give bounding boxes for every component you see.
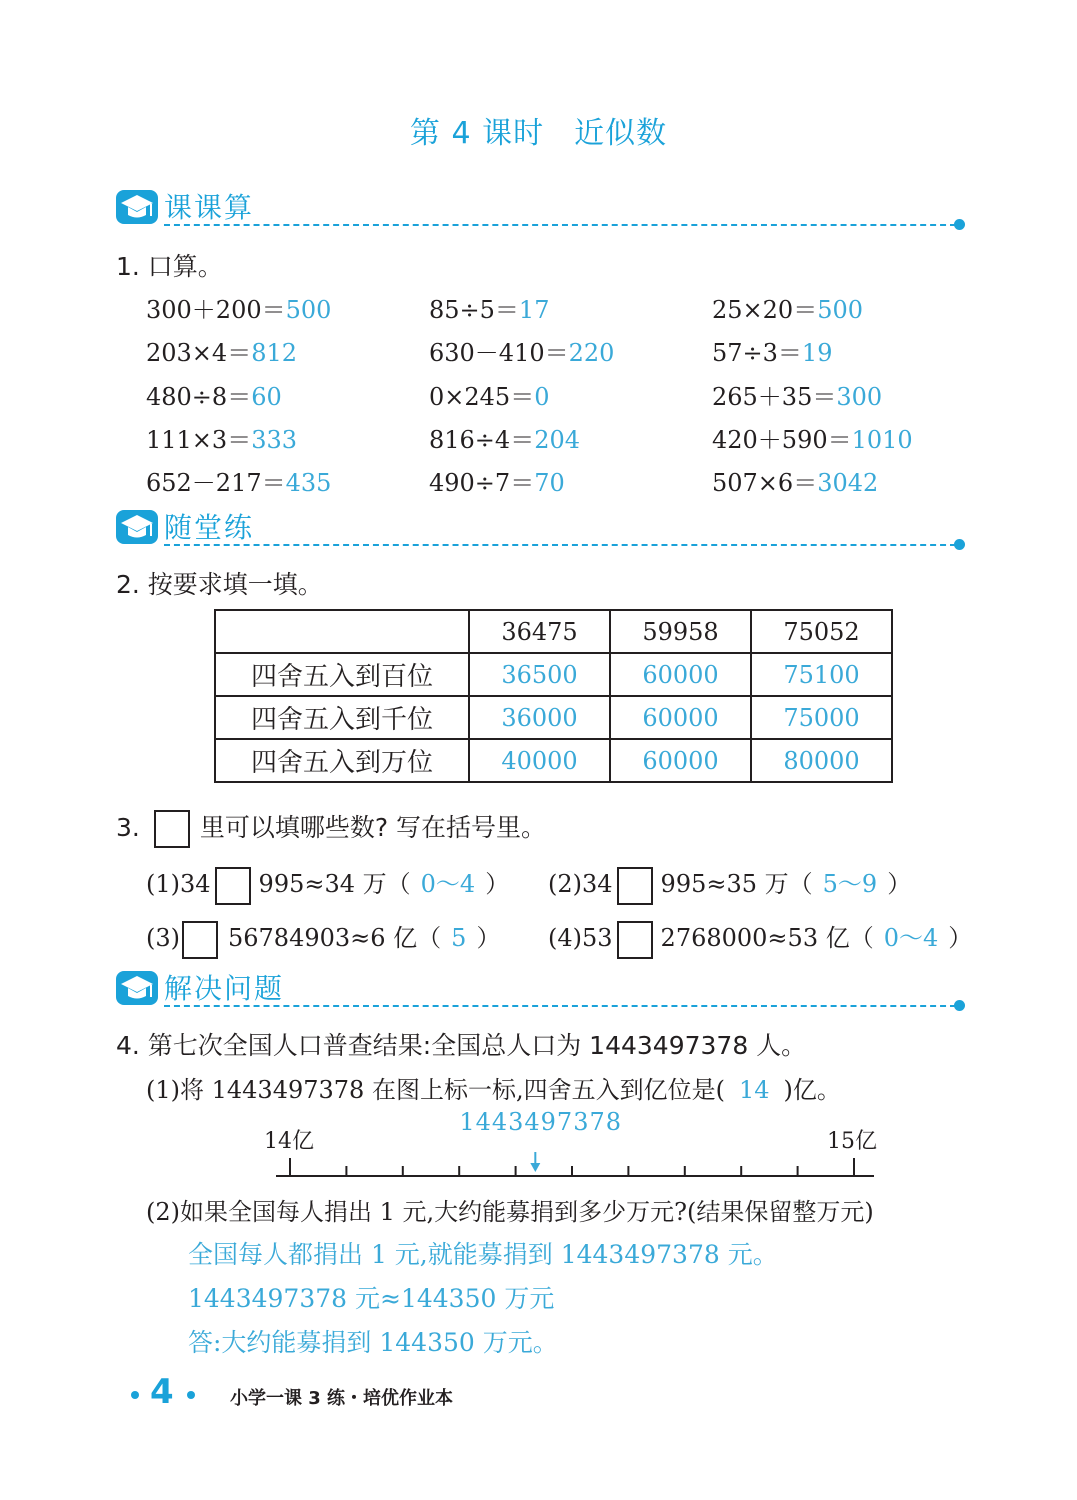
question-2-label: 2. 按要求填一填。 bbox=[116, 570, 323, 599]
divider-dot bbox=[954, 1000, 965, 1011]
part-text: )亿。 bbox=[783, 1076, 841, 1104]
answer-cell: 60000 bbox=[610, 696, 751, 739]
answer-cell: 36000 bbox=[469, 696, 610, 739]
calc-answer: 3042 bbox=[817, 469, 879, 497]
row-label: 四舍五入到万位 bbox=[215, 739, 469, 782]
book-title: 小学一课 3 练・培优作业本 bbox=[230, 1388, 454, 1409]
calc-expression: 816÷4＝ bbox=[429, 426, 535, 454]
calc-item bbox=[429, 420, 580, 455]
calc-answer: 812 bbox=[251, 339, 297, 367]
calc-answer: 435 bbox=[285, 469, 332, 497]
part-text: (1)将 1443497378 在图上标一标,四舍五入到亿位是( bbox=[146, 1076, 725, 1104]
calc-answer: 60 bbox=[251, 383, 282, 411]
number-line bbox=[270, 1150, 890, 1190]
paren-close: ） bbox=[948, 924, 973, 952]
answer-cell: 36500 bbox=[469, 653, 610, 696]
blank-box bbox=[617, 921, 653, 959]
answer-cell: 60000 bbox=[610, 653, 751, 696]
rounding-table bbox=[214, 609, 893, 783]
calc-expression: 480÷8＝ bbox=[146, 383, 252, 411]
calc-answer: 500 bbox=[285, 296, 332, 324]
question-1-label: 1. 口算。 bbox=[116, 252, 223, 281]
calc-answer: 500 bbox=[817, 296, 863, 324]
table-header-cell: 36475 bbox=[469, 610, 610, 653]
section-title: 随堂练 bbox=[164, 511, 255, 544]
footer-dot bbox=[187, 1391, 195, 1399]
table-row bbox=[215, 739, 892, 782]
calc-expression: 111×3＝ bbox=[146, 426, 252, 454]
question-number: 3. bbox=[116, 813, 140, 842]
part-prefix: (2)34 bbox=[548, 870, 613, 898]
axis-left-label: 14亿 bbox=[264, 1129, 314, 1154]
answer-text: 5～9 bbox=[822, 870, 878, 898]
paren-close: ） bbox=[887, 870, 912, 898]
q3-part-1 bbox=[146, 864, 509, 905]
section-header-jiejuewenti bbox=[116, 969, 976, 1009]
calc-item bbox=[712, 420, 913, 455]
table-header-cell: 75052 bbox=[751, 610, 892, 653]
solution-line-2: 1443497378 元≈144350 万元 bbox=[188, 1284, 555, 1313]
section-title: 解决问题 bbox=[164, 972, 285, 1005]
calc-item bbox=[712, 377, 882, 412]
calc-item bbox=[146, 333, 297, 368]
calc-item bbox=[712, 333, 832, 368]
calc-item bbox=[146, 420, 297, 455]
answer-text: 14 bbox=[738, 1076, 770, 1104]
part-text: 995≈34 万（ bbox=[258, 870, 411, 898]
calc-item bbox=[146, 377, 282, 412]
calc-answer: 333 bbox=[251, 426, 297, 454]
part-text: 56784903≈6 亿（ bbox=[228, 924, 442, 952]
answer-cell: 60000 bbox=[610, 739, 751, 782]
calc-answer: 70 bbox=[534, 469, 565, 497]
dashed-divider bbox=[164, 1005, 956, 1007]
q4-part-2: (2)如果全国每人捐出 1 元,大约能募捐到多少万元?(结果保留整万元) bbox=[146, 1198, 874, 1226]
q3-part-4 bbox=[548, 918, 972, 959]
arrow-down-icon bbox=[530, 1152, 540, 1172]
calc-expression: 652－217＝ bbox=[146, 469, 286, 497]
section-header-kekesuan bbox=[116, 188, 976, 228]
calc-expression: 630－410＝ bbox=[429, 339, 569, 367]
calc-expression: 203×4＝ bbox=[146, 339, 252, 367]
axis-right-label: 15亿 bbox=[827, 1129, 877, 1154]
answer-cell: 75000 bbox=[751, 696, 892, 739]
calc-expression: 57÷3＝ bbox=[712, 339, 802, 367]
calc-item bbox=[429, 333, 614, 368]
calc-expression: 0×245＝ bbox=[429, 383, 535, 411]
footer-dot bbox=[131, 1391, 139, 1399]
calc-expression: 507×6＝ bbox=[712, 469, 818, 497]
calc-expression: 25×20＝ bbox=[712, 296, 818, 324]
page-title bbox=[0, 108, 1077, 152]
lesson-topic: 近似数 bbox=[574, 116, 668, 151]
calc-expression: 420＋590＝ bbox=[712, 426, 852, 454]
calc-answer: 1010 bbox=[851, 426, 913, 454]
blank-box bbox=[182, 921, 218, 959]
dashed-divider bbox=[164, 544, 956, 546]
answer-cell: 40000 bbox=[469, 739, 610, 782]
section-title: 课课算 bbox=[164, 191, 255, 224]
blank-box bbox=[215, 867, 251, 905]
table-row bbox=[215, 653, 892, 696]
divider-dot bbox=[954, 219, 965, 230]
answer-text: 0～4 bbox=[883, 924, 939, 952]
part-prefix: (3) bbox=[146, 924, 180, 952]
calc-answer: 17 bbox=[518, 296, 550, 324]
calc-item bbox=[429, 290, 549, 325]
part-text: 995≈35 万（ bbox=[660, 870, 813, 898]
question-3-label bbox=[116, 808, 546, 848]
calc-item bbox=[712, 463, 878, 498]
blank-box bbox=[617, 867, 653, 905]
calc-answer: 0 bbox=[534, 383, 550, 411]
solution-line-1: 全国每人都捐出 1 元,就能募捐到 1443497378 元。 bbox=[188, 1240, 778, 1269]
part-prefix: (1)34 bbox=[146, 870, 211, 898]
row-label: 四舍五入到百位 bbox=[215, 653, 469, 696]
paren-close: ） bbox=[485, 870, 510, 898]
part-text: 2768000≈53 亿（ bbox=[660, 924, 874, 952]
row-label: 四舍五入到千位 bbox=[215, 696, 469, 739]
table-header-row bbox=[215, 610, 892, 653]
q4-part-1 bbox=[146, 1070, 841, 1105]
calc-answer: 19 bbox=[801, 339, 833, 367]
dashed-divider bbox=[164, 224, 956, 226]
calc-answer: 204 bbox=[534, 426, 580, 454]
calc-answer: 300 bbox=[836, 383, 883, 411]
table-header-cell bbox=[215, 610, 469, 653]
question-text: 里可以填哪些数? 写在括号里。 bbox=[199, 813, 547, 842]
calc-expression: 265＋35＝ bbox=[712, 383, 837, 411]
calc-expression: 490÷7＝ bbox=[429, 469, 535, 497]
page-number: 4 bbox=[150, 1372, 174, 1412]
answer-text: 0～4 bbox=[420, 870, 476, 898]
graduation-cap-icon bbox=[116, 190, 158, 224]
blank-box bbox=[154, 810, 190, 848]
divider-dot bbox=[954, 539, 965, 550]
calc-item bbox=[712, 290, 863, 325]
q3-part-3 bbox=[146, 918, 500, 959]
graduation-cap-icon bbox=[116, 510, 158, 544]
graduation-cap-icon bbox=[116, 971, 158, 1005]
table-row bbox=[215, 696, 892, 739]
part-prefix: (4)53 bbox=[548, 924, 613, 952]
axis-mark-label: 1443497378 bbox=[459, 1108, 623, 1136]
answer-cell: 80000 bbox=[751, 739, 892, 782]
question-4-label: 4. 第七次全国人口普查结果:全国总人口为 1443497378 人。 bbox=[116, 1031, 807, 1060]
solution-answer: 答:大约能募捐到 144350 万元。 bbox=[188, 1328, 558, 1357]
calc-item bbox=[146, 290, 331, 325]
paren-close: ） bbox=[476, 924, 501, 952]
table-header-cell: 59958 bbox=[610, 610, 751, 653]
q3-part-2 bbox=[548, 864, 911, 905]
calc-expression: 300＋200＝ bbox=[146, 296, 286, 324]
calc-item bbox=[429, 463, 565, 498]
lesson-number: 第 4 课时 bbox=[409, 116, 545, 151]
calc-expression: 85÷5＝ bbox=[429, 296, 519, 324]
answer-cell: 75100 bbox=[751, 653, 892, 696]
section-header-suitanglian bbox=[116, 508, 976, 548]
calc-answer: 220 bbox=[568, 339, 615, 367]
calc-item bbox=[429, 377, 549, 412]
calc-item bbox=[146, 463, 331, 498]
answer-text: 5 bbox=[451, 924, 467, 952]
